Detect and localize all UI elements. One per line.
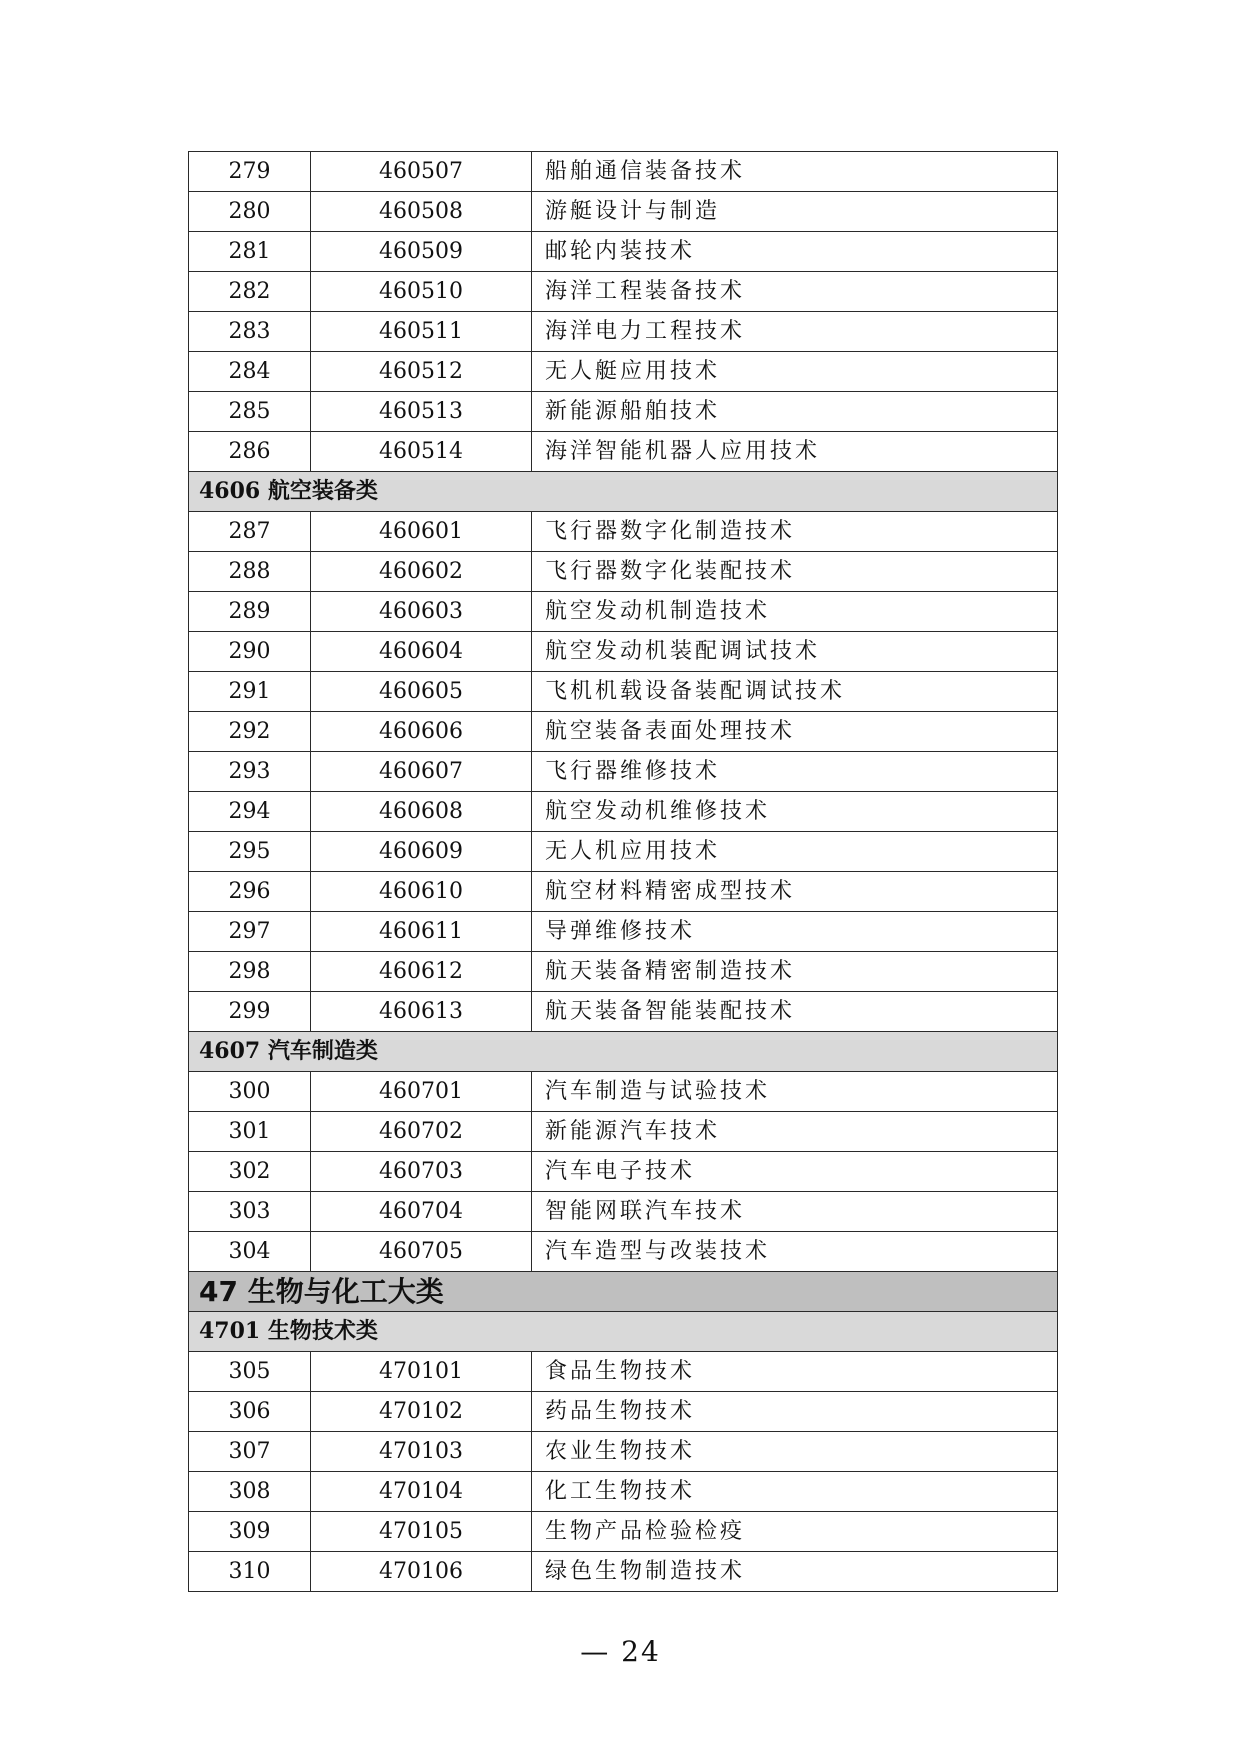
table-row (189, 712, 1058, 752)
table-row (189, 1432, 1058, 1472)
major-name-cell: 生物产品检验检疫 (532, 1512, 1058, 1552)
table-row (189, 952, 1058, 992)
major-code-cell: 460611 (311, 912, 532, 952)
major-name-cell: 汽车电子技术 (532, 1152, 1058, 1192)
subcategory-label: 4607 汽车制造类 (189, 1032, 1058, 1072)
row-index-cell: 291 (189, 672, 311, 712)
major-code-cell: 460508 (311, 192, 532, 232)
table-row (189, 672, 1058, 712)
table-row (189, 232, 1058, 272)
row-index-cell: 309 (189, 1512, 311, 1552)
row-index-cell: 285 (189, 392, 311, 432)
table-row (189, 1472, 1058, 1512)
major-code-cell: 460509 (311, 232, 532, 272)
major-name-cell: 航空装备表面处理技术 (532, 712, 1058, 752)
major-category-label: 47 生物与化工大类 (189, 1272, 1058, 1312)
row-index-cell: 305 (189, 1352, 311, 1392)
table-body (189, 152, 1058, 1592)
major-code-cell: 460605 (311, 672, 532, 712)
row-index-cell: 290 (189, 632, 311, 672)
major-code-cell: 460704 (311, 1192, 532, 1232)
major-code-cell: 460701 (311, 1072, 532, 1112)
table-row (189, 1072, 1058, 1112)
major-name-cell: 飞行器数字化制造技术 (532, 512, 1058, 552)
major-name-cell: 船舶通信装备技术 (532, 152, 1058, 192)
row-index-cell: 298 (189, 952, 311, 992)
major-name-cell: 无人机应用技术 (532, 832, 1058, 872)
major-name-cell: 导弹维修技术 (532, 912, 1058, 952)
major-name-cell: 航空发动机维修技术 (532, 792, 1058, 832)
row-index-cell: 308 (189, 1472, 311, 1512)
row-index-cell: 303 (189, 1192, 311, 1232)
major-code-cell: 460507 (311, 152, 532, 192)
table-row (189, 1112, 1058, 1152)
row-index-cell: 296 (189, 872, 311, 912)
table-row (189, 872, 1058, 912)
major-list-table (188, 151, 1058, 1592)
table-row (189, 352, 1058, 392)
table-row (189, 272, 1058, 312)
major-code-cell: 460612 (311, 952, 532, 992)
major-name-cell: 绿色生物制造技术 (532, 1552, 1058, 1592)
major-name-cell: 游艇设计与制造 (532, 192, 1058, 232)
major-code-cell: 460514 (311, 432, 532, 472)
major-code-cell: 460512 (311, 352, 532, 392)
major-name-cell: 邮轮内装技术 (532, 232, 1058, 272)
row-index-cell: 294 (189, 792, 311, 832)
major-code-cell: 470106 (311, 1552, 532, 1592)
major-name-cell: 海洋智能机器人应用技术 (532, 432, 1058, 472)
major-code-cell: 460606 (311, 712, 532, 752)
table-row (189, 1552, 1058, 1592)
major-name-cell: 汽车制造与试验技术 (532, 1072, 1058, 1112)
major-name-cell: 海洋工程装备技术 (532, 272, 1058, 312)
major-code-cell: 470105 (311, 1512, 532, 1552)
table-row (189, 632, 1058, 672)
page-number: — 24 (580, 1635, 661, 1668)
table-row (189, 512, 1058, 552)
major-code-cell: 460613 (311, 992, 532, 1032)
major-name-cell: 航天装备精密制造技术 (532, 952, 1058, 992)
major-name-cell: 化工生物技术 (532, 1472, 1058, 1512)
table-row (189, 1152, 1058, 1192)
table-row (189, 1192, 1058, 1232)
row-index-cell: 287 (189, 512, 311, 552)
subcategory-label: 4606 航空装备类 (189, 472, 1058, 512)
row-index-cell: 282 (189, 272, 311, 312)
major-code-cell: 460705 (311, 1232, 532, 1272)
row-index-cell: 286 (189, 432, 311, 472)
major-code-cell: 460608 (311, 792, 532, 832)
table-row (189, 752, 1058, 792)
row-index-cell: 288 (189, 552, 311, 592)
major-name-cell: 航空材料精密成型技术 (532, 872, 1058, 912)
major-code-cell: 460603 (311, 592, 532, 632)
major-name-cell: 飞机机载设备装配调试技术 (532, 672, 1058, 712)
table-row (189, 392, 1058, 432)
table-row (189, 1392, 1058, 1432)
table-row (189, 792, 1058, 832)
major-code-cell: 460601 (311, 512, 532, 552)
row-index-cell: 297 (189, 912, 311, 952)
major-name-cell: 航空发动机装配调试技术 (532, 632, 1058, 672)
major-name-cell: 飞行器维修技术 (532, 752, 1058, 792)
major-name-cell: 药品生物技术 (532, 1392, 1058, 1432)
row-index-cell: 304 (189, 1232, 311, 1272)
table-row (189, 192, 1058, 232)
row-index-cell: 283 (189, 312, 311, 352)
row-index-cell: 289 (189, 592, 311, 632)
row-index-cell: 292 (189, 712, 311, 752)
major-code-cell: 470102 (311, 1392, 532, 1432)
major-code-cell: 460511 (311, 312, 532, 352)
major-category-row (189, 1272, 1058, 1312)
major-code-cell: 470101 (311, 1352, 532, 1392)
row-index-cell: 299 (189, 992, 311, 1032)
major-name-cell: 新能源船舶技术 (532, 392, 1058, 432)
subcategory-label: 4701 生物技术类 (189, 1312, 1058, 1352)
table-row (189, 592, 1058, 632)
major-name-cell: 汽车造型与改装技术 (532, 1232, 1058, 1272)
row-index-cell: 284 (189, 352, 311, 392)
row-index-cell: 293 (189, 752, 311, 792)
table-row (189, 912, 1058, 952)
major-name-cell: 航天装备智能装配技术 (532, 992, 1058, 1032)
table-row (189, 1352, 1058, 1392)
subcategory-row (189, 1032, 1058, 1072)
table-row (189, 1512, 1058, 1552)
major-name-cell: 飞行器数字化装配技术 (532, 552, 1058, 592)
major-code-cell: 460703 (311, 1152, 532, 1192)
subcategory-row (189, 1312, 1058, 1352)
major-code-cell: 470103 (311, 1432, 532, 1472)
table-row (189, 432, 1058, 472)
table-row (189, 312, 1058, 352)
table-row (189, 1232, 1058, 1272)
subcategory-row (189, 472, 1058, 512)
major-code-cell: 470104 (311, 1472, 532, 1512)
major-name-cell: 智能网联汽车技术 (532, 1192, 1058, 1232)
row-index-cell: 295 (189, 832, 311, 872)
row-index-cell: 307 (189, 1432, 311, 1472)
row-index-cell: 301 (189, 1112, 311, 1152)
row-index-cell: 281 (189, 232, 311, 272)
major-name-cell: 无人艇应用技术 (532, 352, 1058, 392)
table-row (189, 992, 1058, 1032)
major-code-cell: 460510 (311, 272, 532, 312)
major-name-cell: 新能源汽车技术 (532, 1112, 1058, 1152)
major-name-cell: 海洋电力工程技术 (532, 312, 1058, 352)
row-index-cell: 300 (189, 1072, 311, 1112)
row-index-cell: 306 (189, 1392, 311, 1432)
row-index-cell: 280 (189, 192, 311, 232)
major-code-cell: 460702 (311, 1112, 532, 1152)
major-name-cell: 食品生物技术 (532, 1352, 1058, 1392)
row-index-cell: 279 (189, 152, 311, 192)
major-code-cell: 460609 (311, 832, 532, 872)
major-code-cell: 460513 (311, 392, 532, 432)
major-name-cell: 农业生物技术 (532, 1432, 1058, 1472)
major-name-cell: 航空发动机制造技术 (532, 592, 1058, 632)
major-code-cell: 460607 (311, 752, 532, 792)
table-row (189, 832, 1058, 872)
major-code-cell: 460602 (311, 552, 532, 592)
table-row (189, 552, 1058, 592)
row-index-cell: 310 (189, 1552, 311, 1592)
table-row (189, 152, 1058, 192)
major-code-cell: 460604 (311, 632, 532, 672)
major-code-cell: 460610 (311, 872, 532, 912)
row-index-cell: 302 (189, 1152, 311, 1192)
